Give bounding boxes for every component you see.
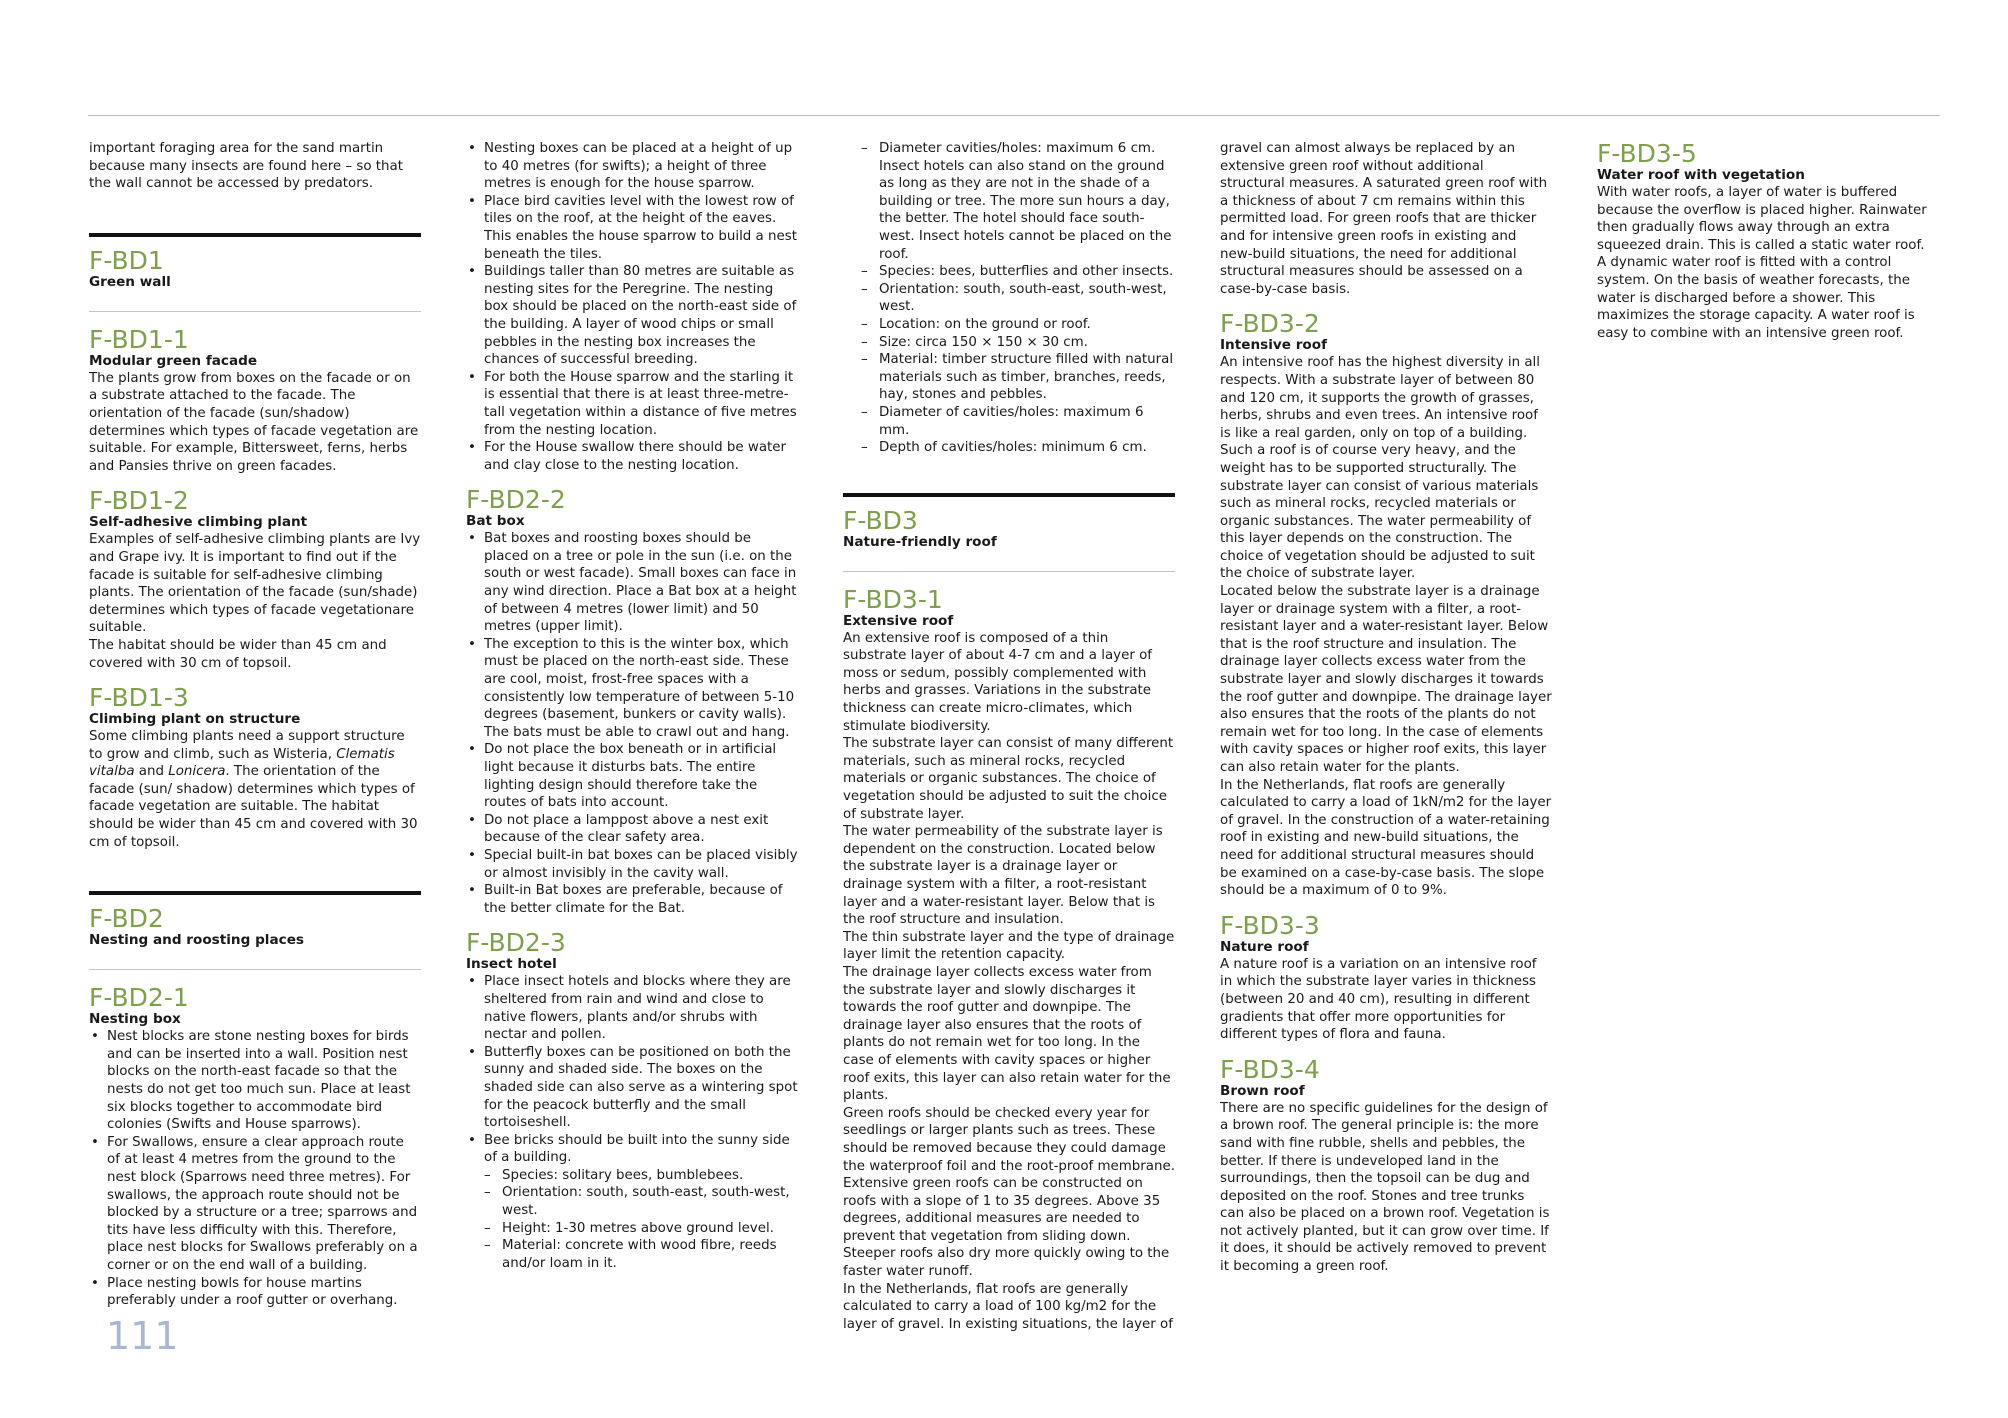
text-span: and — [134, 764, 169, 780]
text-span: Some climbing plants need a support structure to grow and climb, such as Wisteria, — [89, 729, 405, 762]
paragraph: An intensive roof has the highest diversity in all respects. With a substrate layer of between 80 and 120 cm, it supports the growth of grasses, herbs, shrubs and even trees. An intensive roof is like a real garden, only on top of a building. Such a roof is of course very heavy, and the weight has to be supported structurally. The substrate layer can consist of various materials such as mineral rocks, recycled materials or organic substances. The water permeability of this layer depends on the construction. The choice of vegetation should be adjusted to suit the choice of substrate layer. — [1220, 355, 1540, 582]
paragraph: In the Netherlands, flat roofs are generally calculated to carry a load of 100 kg/m2 for the layer of gravel. In existing situations, the layer of — [843, 1281, 1173, 1332]
bullet-item: • Place bird cavities level with the lowest row of tiles on the roof, at the height of the eaves. This enables the house sparrow to build a nest beneath the tiles. — [466, 193, 798, 263]
bullet-item: • The exception to this is the winter box, which must be placed on the north-east side. These are cool, moist, frost-free spaces with a consistently low temperature of between 5-10 degrees (basement, bunkers or cavity walls). The bats must be able to crawl out and hang. — [466, 636, 798, 742]
bullet-item: • Place nesting bowls for house martins preferably under a roof gutter or overhang. — [89, 1275, 421, 1310]
paragraph: Green roofs should be checked every year for seedlings or larger plants such as trees. These should be removed because they could damage the waterproof foil and the root-proof membrane. Extensive green roofs can be constructed on roofs with a slope of 1 to 35 degrees. Above 35 degrees, additional measures are needed to prevent that vegetation from sliding down. Steeper roofs also dry more quickly owing to the faster water runoff. — [843, 1105, 1175, 1280]
bullet-item: • Bat boxes and roosting boxes should be placed on a tree or pole in the sun (i.e. on the south or west facade). Small boxes can face in any wind direction. Place a Bat box at a height of between 4 metres (lower limit) and 50 metres (upper limit). — [466, 530, 798, 636]
paragraph: In the Netherlands, flat roofs are generally calculated to carry a load of 1kN/m2 for the layer of gravel. In the construction of a water-retaining roof in existing and new-build situations, the need for additional structural measures should be examined on a case-by-case basis. The slope should be a maximum of 0 to 9%. — [1220, 777, 1552, 899]
subsection-rule — [89, 311, 421, 312]
paragraph: The plants grow from boxes on the facade or on a substrate attached to the facade. The orientation of the facade (sun/shadow) determines which types of facade vegetation are suitable. For example, Bittersweet, ferns, herbs and Pansies thrive on green facades. — [89, 370, 419, 474]
header-rule — [88, 115, 1940, 116]
subsection-title-bd1-3: Climbing plant on structure — [89, 711, 301, 728]
bullet-item: • Nest blocks are stone nesting boxes for birds and can be inserted into a wall. Position nest blocks on the north-east facade so that the nests do not get too much sun. Place at least six blocks together to accommodate bird colonies (Swifts and House sparrows). — [89, 1028, 421, 1134]
bullet-item: • Bee bricks should be built into the sunny side of a building. — [466, 1132, 798, 1167]
dash-item: – Diameter of cavities/holes: maximum 6 mm. — [843, 404, 1175, 439]
section-code-bd1: F-BD1 — [89, 245, 164, 275]
subsection-title-bd3-3: Nature roof — [1220, 938, 1309, 955]
subsection-code-bd3-3: F-BD3-3 — [1220, 910, 1320, 940]
dash-item: – Size: circa 150 × 150 × 30 cm. — [843, 334, 1175, 352]
subsection-title-bd3-5: Water roof with vegetation — [1597, 167, 1805, 183]
species-name: Clematis vitalba — [89, 746, 395, 780]
bullet-item: • Nesting boxes can be placed at a height of up to 40 metres (for swifts); a height of three metres is enough for the house sparrow. — [466, 140, 798, 193]
paragraph: Located below the substrate layer is a drainage layer or drainage system with a filter, a root-resistant layer and a water-resistant layer. Below that is the roof structure and insulation. The drainage layer collects excess water from the substrate layer and slowly discharges it towards the roof gutter and downpipe. The drainage layer also ensures that the roots of the plants do not remain wet for too long. In the case of elements with cavity spaces or higher roof exits, this layer can also retain water for the plants. — [1220, 584, 1552, 775]
paragraph: A nature roof is a variation on an intensive roof in which the substrate layer varies in thickness (between 20 and 40 cm), resulting in different gradients that offer more opportunities for different types of flora and fauna. — [1220, 956, 1537, 1043]
paragraph: There are no specific guidelines for the design of a brown roof. The general principle is: the more sand with fine rubble, shells and pebbles, the better. If there is undeveloped land in the surroundings, then the topsoil can be dug and deposited on the roof. Stones and tree trunks can also be placed on a brown roof. Vegetation is not actively planted, but it can grow over time. If it does, it should be actively removed to prevent it becoming a green roof. — [1220, 1100, 1550, 1275]
subsection-code-bd1-3: F-BD1-3 — [89, 683, 189, 713]
dash-item: – Diameter cavities/holes: maximum 6 cm. Insect hotels can also stand on the ground as long as they are not in the shade of a building or tree. The more sun hours a day, the better. The hotel should face south-west. Insect hotels cannot be placed on the roof. — [843, 140, 1175, 263]
text-span: . The orientation of the facade (sun/ shadow) determines which types of facade vegetation are suitable. The habitat should be wider than 45 cm and covered with 30 cm of topsoil. — [89, 764, 418, 850]
dash-item: – Species: solitary bees, bumblebees. — [466, 1167, 798, 1185]
column-2 — [466, 140, 798, 1272]
bullet-item: • For both the House sparrow and the starling it is essential that there is at least three-metre-tall vegetation within a distance of five metres from the nesting location. — [466, 369, 798, 439]
dash-item: – Orientation: south, south-east, south-west, west. — [466, 1184, 798, 1219]
subsection-code-bd2-2: F-BD2-2 — [466, 485, 566, 515]
bullet-item: • For Swallows, ensure a clear approach route of at least 4 metres from the ground to the nest block (Sparrows need three metres). For swallows, the approach route should not be blocked by a structure or a tree; sparrows and tits have less difficulty with this. Therefore, place nest blocks for Swallows preferably on a corner or on the end wall of a building. — [89, 1134, 421, 1275]
dash-item: – Material: timber structure filled with natural materials such as timber, branches, reeds, hay, stones and pebbles. — [843, 351, 1175, 404]
paragraph: An extensive roof is composed of a thin substrate layer of about 4-7 cm and a layer of moss or sedum, possibly complemented with herbs and grasses. Variations in the substrate thickness can create micro-climates, which stimulate biodiversity. — [843, 630, 1153, 734]
subsection-title-bd2-3: Insect hotel — [466, 956, 557, 973]
column-4 — [1220, 140, 1552, 1276]
subsection-title-bd1-1: Modular green facade — [89, 352, 258, 369]
paragraph: The thin substrate layer and the type of drainage layer limit the retention capacity. — [843, 929, 1175, 963]
column-5 — [1597, 140, 1929, 342]
subsection-code-bd2-1: F-BD2-1 — [89, 983, 189, 1013]
bullet-item: • Built-in Bat boxes are preferable, because of the better climate for the Bat. — [466, 882, 798, 917]
section-rule — [89, 891, 421, 895]
bullet-item: • Do not place a lamppost above a nest exit because of the clear safety area. — [466, 812, 798, 847]
section-title-bd2: Nesting and roosting places — [89, 932, 305, 949]
section-code-bd2: F-BD2 — [89, 904, 164, 934]
subsection-code-bd3-2: F-BD3-2 — [1220, 309, 1320, 339]
paragraph: Examples of self-adhesive climbing plants are Ivy and Grape ivy. It is important to find out if the facade is suitable for self-adhesive climbing plants. The orientation of the facade (sun/shade) determines which types of facade vegetationare suitable. — [89, 532, 421, 636]
subsection-code-bd1-2: F-BD1-2 — [89, 486, 189, 516]
subsection-rule — [843, 571, 1175, 572]
bullet-item: • Buildings taller than 80 metres are suitable as nesting sites for the Peregrine. The nesting box should be placed on the north-east side of the building. A layer of wood chips or small pebbles in the nesting box increases the chances of successful breeding. — [466, 263, 798, 369]
subsection-code-bd2-3: F-BD2-3 — [466, 928, 566, 958]
subsection-title-bd2-2: Bat box — [466, 513, 525, 530]
section-rule — [843, 493, 1175, 497]
paragraph: The substrate layer can consist of many different materials, such as mineral rocks, recycled materials or organic substances. The choice of vegetation should be adjusted to suit the choice of substrate layer. — [843, 736, 1174, 822]
dash-item: – Species: bees, butterflies and other insects. — [843, 263, 1175, 281]
species-name: Lonicera — [168, 764, 226, 780]
column-1 — [89, 140, 421, 1310]
paragraph: The water permeability of the substrate layer is dependent on the construction. Located below the substrate layer is a drainage layer or drainage system with a filter, a root-resistant layer and a water-resistant layer. Below that is the roof structure and insulation. — [843, 824, 1163, 928]
bullet-item: • Do not place the box beneath or in artificial light because it disturbs bats. The entire lighting design should therefore take the routes of bats into account. — [466, 741, 798, 811]
dash-item: – Height: 1-30 metres above ground level. — [466, 1220, 798, 1238]
continued-paragraph: important foraging area for the sand martin because many insects are found here – so that the wall cannot be accessed by predators. — [89, 141, 403, 192]
paragraph: With water roofs, a layer of water is buffered because the overflow is placed higher. Rainwater then gradually flows away through an extra squeezed drain. This is called a static water roof. A dynamic water roof is fitted with a control system. On the basis of weather forecasts, the water is discharged before a shower. This maximizes the storage capacity. A water roof is easy to combine with an intensive green roof. — [1597, 185, 1927, 341]
section-title-bd1: Green wall — [89, 273, 171, 290]
bullet-item: • Special built-in bat boxes can be placed visibly or almost invisibly in the cavity wall. — [466, 847, 798, 882]
bullet-item: • For the House swallow there should be water and clay close to the nesting location. — [466, 439, 798, 474]
dash-item: – Location: on the ground or roof. — [843, 316, 1175, 334]
subsection-title-bd2-1: Nesting box — [89, 1011, 181, 1028]
dash-item: – Material: concrete with wood fibre, reeds and/or loam in it. — [466, 1237, 798, 1272]
subsection-title-bd1-2: Self-adhesive climbing plant — [89, 514, 308, 531]
subsection-title-bd3-4: Brown roof — [1220, 1082, 1305, 1099]
paragraph: The habitat should be wider than 45 cm and covered with 30 cm of topsoil. — [89, 637, 387, 671]
page-number: 111 — [106, 1314, 179, 1358]
subsection-code-bd3-5: F-BD3-5 — [1597, 139, 1697, 168]
continued-paragraph: gravel can almost always be replaced by an extensive green roof without additional structural measures. A saturated green roof with a thickness of about 7 cm remains within this permitted load. For green roofs that are thicker and for intensive green roofs in existing and new-build situations, the need for additional structural measures should be assessed on a case-by-case basis. — [1220, 141, 1548, 297]
subsection-code-bd3-1: F-BD3-1 — [843, 584, 943, 614]
paragraph — [89, 728, 421, 851]
bullet-item: • Place insect hotels and blocks where they are sheltered from rain and wind and close to native flowers, plants and/or shrubs with nectar and pollen. — [466, 973, 798, 1043]
subsection-code-bd1-1: F-BD1-1 — [89, 324, 189, 354]
section-code-bd3: F-BD3 — [843, 505, 918, 535]
column-3 — [843, 140, 1175, 1333]
dash-item: – Depth of cavities/holes: minimum 6 cm. — [843, 439, 1175, 457]
subsection-rule — [89, 969, 421, 970]
bullet-item: • Butterfly boxes can be positioned on both the sunny and shaded side. The boxes on the shaded side can also serve as a wintering spot for the peacock butterfly and the small tortoiseshell. — [466, 1044, 798, 1132]
paragraph: The drainage layer collects excess water from the substrate layer and slowly discharges it towards the roof gutter and downpipe. The drainage layer also ensures that the roots of plants do not remain wet for too long. In the case of elements with cavity spaces or higher roof exits, this layer can also retain water for the plants. — [843, 964, 1171, 1104]
subsection-code-bd3-4: F-BD3-4 — [1220, 1054, 1320, 1084]
subsection-title-bd3-2: Intensive roof — [1220, 337, 1327, 354]
section-rule — [89, 233, 421, 237]
dash-item: – Orientation: south, south-east, south-west, west. — [843, 281, 1175, 316]
section-title-bd3: Nature-friendly roof — [843, 533, 997, 550]
subsection-title-bd3-1: Extensive roof — [843, 612, 954, 629]
